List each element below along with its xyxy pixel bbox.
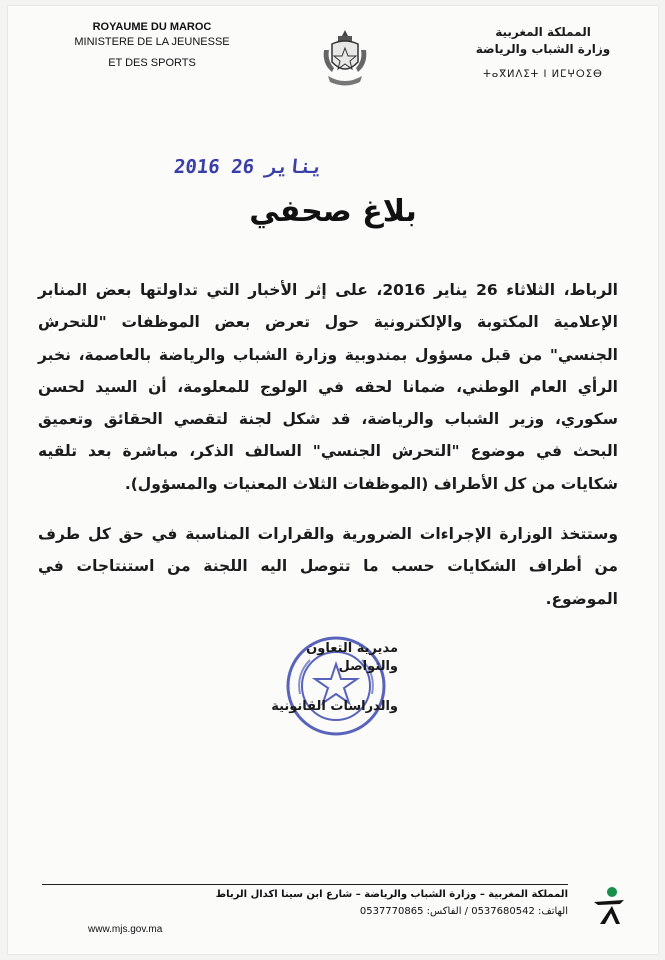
footer-phone: الهاتف: 0537680542 / الفاكس: 0537770865	[359, 906, 568, 917]
body-paragraph-2: وستتخذ الوزارة الإجراءات الضرورية والقرارات المناسبة في حق كل طرف من أطراف الشكايات حسب ما تتوصل اليه اللجنة من استنتاجات في الموضوع.	[38, 525, 618, 608]
ministry-logo-icon	[590, 886, 628, 926]
signature-line-2: والدراسات القانونية	[271, 699, 398, 714]
document-body	[38, 274, 618, 615]
footer	[88, 886, 568, 938]
signature-line-1: مديرية التعاون والتواصل	[306, 641, 398, 674]
document-title: بلاغ صحفي	[249, 194, 417, 229]
kingdom-label-tifinagh: ⵜⴰⴳⵍⴷⵉⵜ ⵏ ⵍⵎⵖⵔⵉⴱ	[483, 69, 603, 80]
moroccan-coat-of-arms-icon	[320, 28, 370, 90]
kingdom-label-fr: ROYAUME DU MAROC	[92, 21, 212, 33]
kingdom-label-ar: المملكة المغربية	[495, 25, 591, 39]
footer-website: www.mjs.gov.ma	[88, 924, 163, 935]
signature-block	[258, 640, 398, 716]
footer-address: المملكة المغربية – وزارة الشباب والرياضة – شارع ابن سينا اكدال الرباط	[215, 889, 568, 900]
ministry-label-fr-line2: ET DES SPORTS	[108, 57, 196, 69]
footer-divider	[42, 884, 568, 885]
header-right-arabic	[458, 24, 628, 83]
body-paragraph-1: الرباط، الثلاثاء 26 يناير 2016، على إثر الأخبار التي تداولتها بعض المنابر الإعلامية المكتوبة والإلكترونية حول تعرض بعض الموظفات "للتحرش الجنسي" من قبل مسؤول بمندوبية وزارة الشباب والرياضة بالعاصمة، نخبر الرأي العام الوطني، ضمانا لحقه في الولوج للمعلومة، أن السيد لحسن سكوري، وزير الشباب والرياضة، قد شكل لجنة لتقصي الحقائق وتعميق البحث في موضوع "التحرش الجنسي" السالف الذكر، مباشرة بعد تلقيه شكايات من كل الأطراف (الموظفات الثلاث المعنيات والمسؤول).	[38, 281, 618, 493]
ministry-label-ar: وزارة الشباب والرياضة	[475, 42, 611, 56]
press-release-page	[8, 6, 658, 954]
header-left-french	[72, 20, 232, 71]
date-stamp: 2016 يناير 26	[172, 156, 324, 178]
ministry-label-fr-line1: MINISTERE DE LA JEUNESSE	[74, 36, 230, 48]
